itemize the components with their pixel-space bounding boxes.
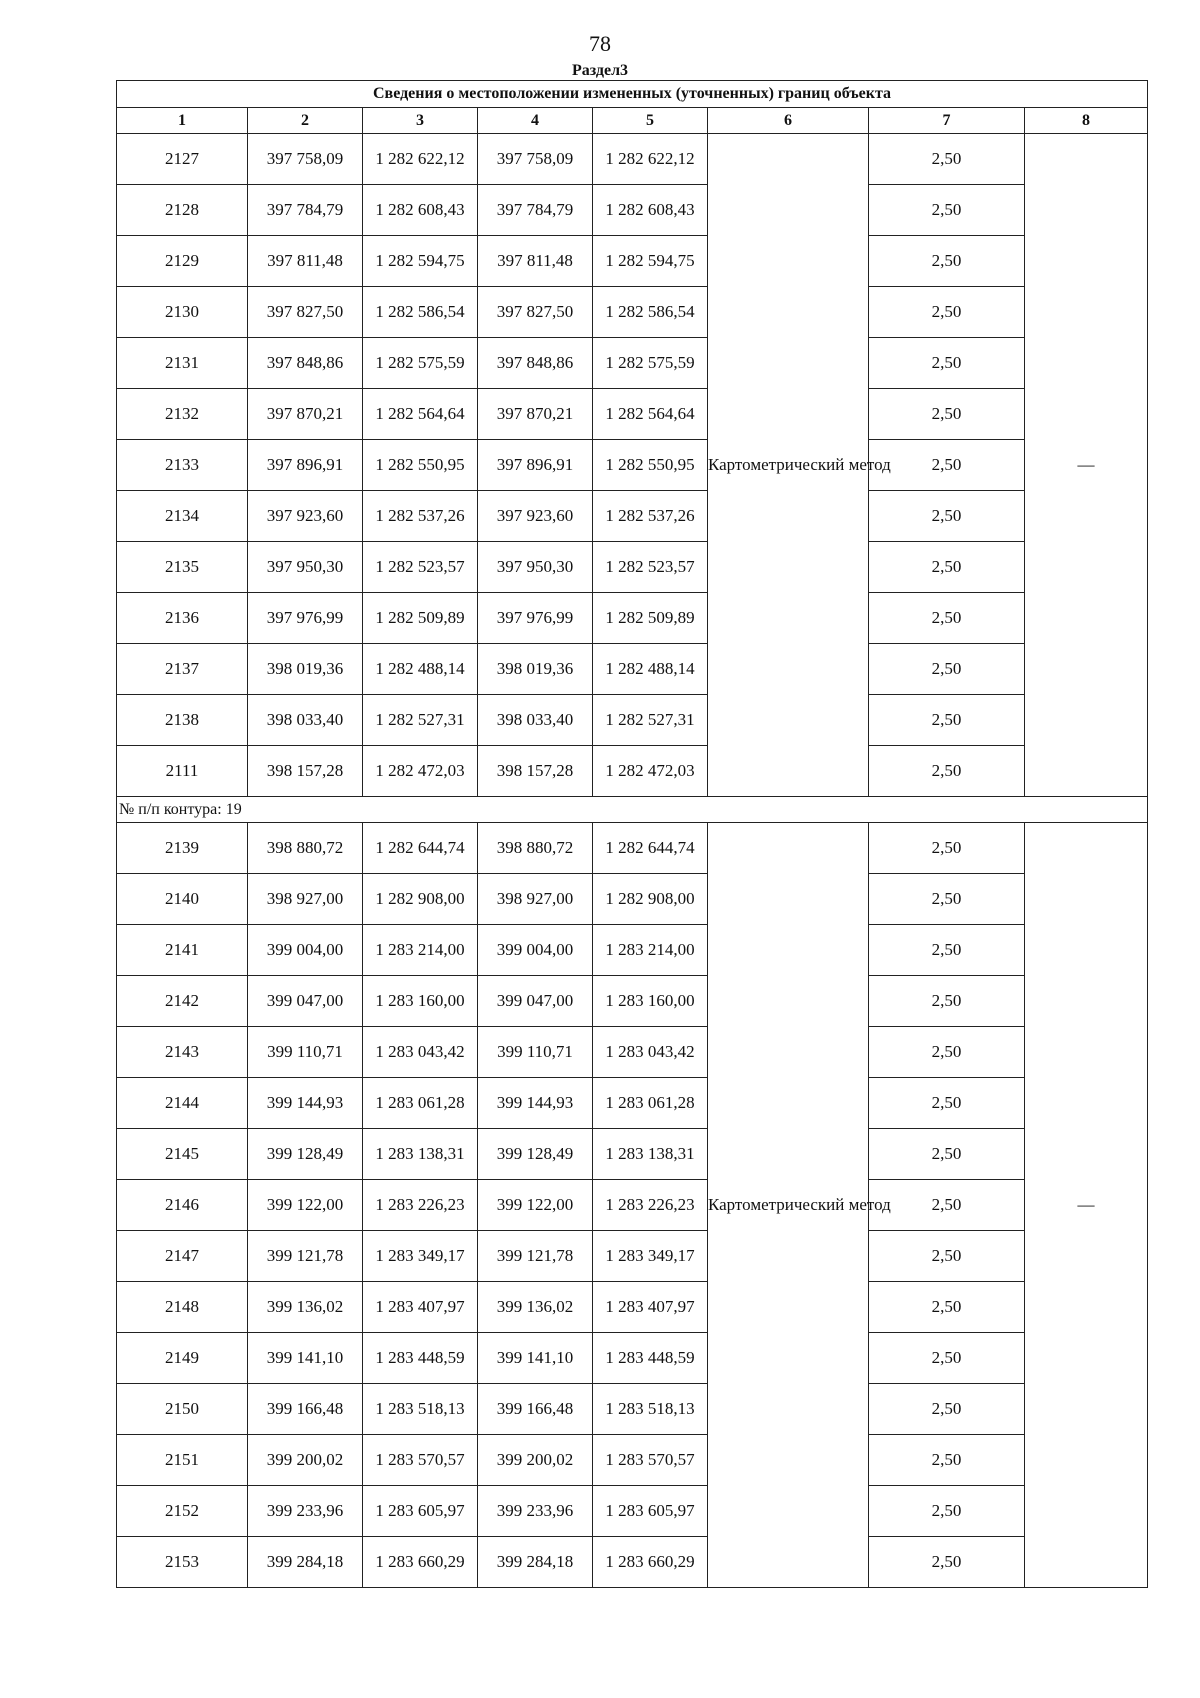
- y-new-cell: 1 283 043,42: [593, 1027, 708, 1078]
- accuracy-cell: 2,50: [869, 389, 1025, 440]
- table-row: [117, 1282, 1148, 1333]
- point-number-cell: 2139: [117, 823, 248, 874]
- column-number: 1: [117, 108, 248, 134]
- point-number-cell: 2111: [117, 746, 248, 797]
- y-old-cell: 1 283 448,59: [363, 1333, 478, 1384]
- y-old-cell: 1 282 608,43: [363, 185, 478, 236]
- accuracy-cell: 2,50: [869, 1027, 1025, 1078]
- note-cell: —: [1025, 134, 1148, 797]
- column-number: 7: [869, 108, 1025, 134]
- accuracy-cell: 2,50: [869, 1435, 1025, 1486]
- table-row: [117, 1384, 1148, 1435]
- y-new-cell: 1 283 160,00: [593, 976, 708, 1027]
- x-new-cell: 399 128,49: [478, 1129, 593, 1180]
- y-old-cell: 1 283 226,23: [363, 1180, 478, 1231]
- y-new-cell: 1 283 349,17: [593, 1231, 708, 1282]
- x-old-cell: 399 128,49: [248, 1129, 363, 1180]
- column-number: 2: [248, 108, 363, 134]
- x-new-cell: 398 880,72: [478, 823, 593, 874]
- x-old-cell: 399 004,00: [248, 925, 363, 976]
- x-new-cell: 397 976,99: [478, 593, 593, 644]
- x-new-cell: 398 019,36: [478, 644, 593, 695]
- accuracy-cell: 2,50: [869, 1129, 1025, 1180]
- column-number-row: [117, 108, 1148, 134]
- x-old-cell: 399 233,96: [248, 1486, 363, 1537]
- point-number-cell: 2129: [117, 236, 248, 287]
- x-new-cell: 397 870,21: [478, 389, 593, 440]
- y-old-cell: 1 283 061,28: [363, 1078, 478, 1129]
- y-new-cell: 1 282 622,12: [593, 134, 708, 185]
- column-number: 6: [708, 108, 869, 134]
- contour-row: [117, 797, 1148, 823]
- y-new-cell: 1 283 660,29: [593, 1537, 708, 1588]
- table-row: [117, 491, 1148, 542]
- accuracy-cell: 2,50: [869, 695, 1025, 746]
- point-number-cell: 2152: [117, 1486, 248, 1537]
- table-row: [117, 823, 1148, 874]
- table-row: [117, 1435, 1148, 1486]
- x-new-cell: 399 233,96: [478, 1486, 593, 1537]
- x-new-cell: 399 200,02: [478, 1435, 593, 1486]
- x-new-cell: 399 144,93: [478, 1078, 593, 1129]
- x-old-cell: 397 758,09: [248, 134, 363, 185]
- note-cell: —: [1025, 823, 1148, 1588]
- y-new-cell: 1 282 586,54: [593, 287, 708, 338]
- y-old-cell: 1 282 509,89: [363, 593, 478, 644]
- y-new-cell: 1 282 908,00: [593, 874, 708, 925]
- point-number-cell: 2136: [117, 593, 248, 644]
- x-old-cell: 398 019,36: [248, 644, 363, 695]
- boundary-coordinates-table: [116, 80, 1148, 1588]
- accuracy-cell: 2,50: [869, 1231, 1025, 1282]
- table-row: [117, 1231, 1148, 1282]
- x-new-cell: 399 121,78: [478, 1231, 593, 1282]
- table-row: [117, 134, 1148, 185]
- x-old-cell: 397 923,60: [248, 491, 363, 542]
- table-row: [117, 1486, 1148, 1537]
- x-old-cell: 397 896,91: [248, 440, 363, 491]
- accuracy-cell: 2,50: [869, 1180, 1025, 1231]
- accuracy-cell: 2,50: [869, 542, 1025, 593]
- y-new-cell: 1 282 575,59: [593, 338, 708, 389]
- table-row: [117, 1180, 1148, 1231]
- x-old-cell: 397 976,99: [248, 593, 363, 644]
- table-row: [117, 389, 1148, 440]
- point-number-cell: 2149: [117, 1333, 248, 1384]
- x-old-cell: 399 122,00: [248, 1180, 363, 1231]
- table-body: [117, 134, 1148, 1588]
- y-new-cell: 1 283 226,23: [593, 1180, 708, 1231]
- x-new-cell: 399 136,02: [478, 1282, 593, 1333]
- x-old-cell: 399 110,71: [248, 1027, 363, 1078]
- table-row: [117, 1078, 1148, 1129]
- point-number-cell: 2127: [117, 134, 248, 185]
- column-number: 8: [1025, 108, 1148, 134]
- accuracy-cell: 2,50: [869, 976, 1025, 1027]
- x-new-cell: 399 141,10: [478, 1333, 593, 1384]
- x-new-cell: 398 157,28: [478, 746, 593, 797]
- table-row: [117, 746, 1148, 797]
- table-row: [117, 874, 1148, 925]
- table-row: [117, 185, 1148, 236]
- point-number-cell: 2134: [117, 491, 248, 542]
- y-new-cell: 1 282 564,64: [593, 389, 708, 440]
- y-old-cell: 1 283 214,00: [363, 925, 478, 976]
- x-old-cell: 398 157,28: [248, 746, 363, 797]
- x-new-cell: 398 033,40: [478, 695, 593, 746]
- accuracy-cell: 2,50: [869, 644, 1025, 695]
- point-number-cell: 2141: [117, 925, 248, 976]
- point-number-cell: 2140: [117, 874, 248, 925]
- page-number: 78: [589, 31, 611, 56]
- x-old-cell: 397 827,50: [248, 287, 363, 338]
- y-old-cell: 1 282 527,31: [363, 695, 478, 746]
- accuracy-cell: 2,50: [869, 874, 1025, 925]
- point-number-cell: 2135: [117, 542, 248, 593]
- accuracy-cell: 2,50: [869, 134, 1025, 185]
- y-new-cell: 1 282 509,89: [593, 593, 708, 644]
- x-new-cell: 397 896,91: [478, 440, 593, 491]
- point-number-cell: 2151: [117, 1435, 248, 1486]
- table-row: [117, 593, 1148, 644]
- point-number-cell: 2144: [117, 1078, 248, 1129]
- y-old-cell: 1 283 660,29: [363, 1537, 478, 1588]
- table-row: [117, 236, 1148, 287]
- y-old-cell: 1 282 488,14: [363, 644, 478, 695]
- table-caption: Сведения о местоположении измененных (уточненных) границ объекта: [117, 81, 1148, 108]
- y-new-cell: 1 282 608,43: [593, 185, 708, 236]
- x-new-cell: 399 122,00: [478, 1180, 593, 1231]
- point-number-cell: 2150: [117, 1384, 248, 1435]
- point-number-cell: 2148: [117, 1282, 248, 1333]
- accuracy-cell: 2,50: [869, 1486, 1025, 1537]
- point-number-cell: 2153: [117, 1537, 248, 1588]
- point-number-cell: 2147: [117, 1231, 248, 1282]
- x-old-cell: 397 784,79: [248, 185, 363, 236]
- y-old-cell: 1 283 518,13: [363, 1384, 478, 1435]
- x-new-cell: 397 923,60: [478, 491, 593, 542]
- y-old-cell: 1 283 349,17: [363, 1231, 478, 1282]
- y-old-cell: 1 282 523,57: [363, 542, 478, 593]
- y-old-cell: 1 282 908,00: [363, 874, 478, 925]
- x-old-cell: 399 200,02: [248, 1435, 363, 1486]
- point-number-cell: 2131: [117, 338, 248, 389]
- y-new-cell: 1 283 518,13: [593, 1384, 708, 1435]
- method-cell: Картометрический метод: [708, 823, 869, 1588]
- point-number-cell: 2138: [117, 695, 248, 746]
- x-new-cell: 397 784,79: [478, 185, 593, 236]
- point-number-cell: 2132: [117, 389, 248, 440]
- table-row: [117, 1333, 1148, 1384]
- x-new-cell: 397 811,48: [478, 236, 593, 287]
- y-new-cell: 1 282 527,31: [593, 695, 708, 746]
- x-new-cell: 397 758,09: [478, 134, 593, 185]
- y-new-cell: 1 282 550,95: [593, 440, 708, 491]
- y-new-cell: 1 283 605,97: [593, 1486, 708, 1537]
- y-new-cell: 1 282 488,14: [593, 644, 708, 695]
- accuracy-cell: 2,50: [869, 823, 1025, 874]
- y-old-cell: 1 282 586,54: [363, 287, 478, 338]
- x-new-cell: 398 927,00: [478, 874, 593, 925]
- accuracy-cell: 2,50: [869, 1537, 1025, 1588]
- point-number-cell: 2128: [117, 185, 248, 236]
- x-new-cell: 399 166,48: [478, 1384, 593, 1435]
- accuracy-cell: 2,50: [869, 338, 1025, 389]
- y-old-cell: 1 282 564,64: [363, 389, 478, 440]
- accuracy-cell: 2,50: [869, 1384, 1025, 1435]
- contour-label: № п/п контура: 19: [117, 797, 1148, 823]
- table-row: [117, 695, 1148, 746]
- x-old-cell: 397 848,86: [248, 338, 363, 389]
- point-number-cell: 2146: [117, 1180, 248, 1231]
- x-new-cell: 397 827,50: [478, 287, 593, 338]
- point-number-cell: 2133: [117, 440, 248, 491]
- accuracy-cell: 2,50: [869, 440, 1025, 491]
- x-old-cell: 399 047,00: [248, 976, 363, 1027]
- method-cell: Картометрический метод: [708, 134, 869, 797]
- table-row: [117, 644, 1148, 695]
- x-old-cell: 399 144,93: [248, 1078, 363, 1129]
- accuracy-cell: 2,50: [869, 185, 1025, 236]
- x-new-cell: 397 848,86: [478, 338, 593, 389]
- table-row: [117, 338, 1148, 389]
- column-number: 4: [478, 108, 593, 134]
- y-old-cell: 1 282 537,26: [363, 491, 478, 542]
- table-row: [117, 440, 1148, 491]
- y-new-cell: 1 282 472,03: [593, 746, 708, 797]
- y-new-cell: 1 283 448,59: [593, 1333, 708, 1384]
- x-old-cell: 399 136,02: [248, 1282, 363, 1333]
- y-old-cell: 1 282 644,74: [363, 823, 478, 874]
- y-old-cell: 1 283 160,00: [363, 976, 478, 1027]
- y-old-cell: 1 282 594,75: [363, 236, 478, 287]
- y-old-cell: 1 282 472,03: [363, 746, 478, 797]
- x-old-cell: 397 811,48: [248, 236, 363, 287]
- accuracy-cell: 2,50: [869, 236, 1025, 287]
- accuracy-cell: 2,50: [869, 1333, 1025, 1384]
- x-new-cell: 397 950,30: [478, 542, 593, 593]
- y-old-cell: 1 283 043,42: [363, 1027, 478, 1078]
- accuracy-cell: 2,50: [869, 287, 1025, 338]
- x-old-cell: 398 880,72: [248, 823, 363, 874]
- x-old-cell: 398 033,40: [248, 695, 363, 746]
- y-old-cell: 1 282 622,12: [363, 134, 478, 185]
- x-old-cell: 397 950,30: [248, 542, 363, 593]
- x-old-cell: 397 870,21: [248, 389, 363, 440]
- y-old-cell: 1 283 605,97: [363, 1486, 478, 1537]
- y-new-cell: 1 282 594,75: [593, 236, 708, 287]
- accuracy-cell: 2,50: [869, 1282, 1025, 1333]
- y-new-cell: 1 283 214,00: [593, 925, 708, 976]
- point-number-cell: 2130: [117, 287, 248, 338]
- x-old-cell: 399 284,18: [248, 1537, 363, 1588]
- y-old-cell: 1 283 570,57: [363, 1435, 478, 1486]
- y-old-cell: 1 282 550,95: [363, 440, 478, 491]
- y-old-cell: 1 283 407,97: [363, 1282, 478, 1333]
- x-old-cell: 399 141,10: [248, 1333, 363, 1384]
- point-number-cell: 2143: [117, 1027, 248, 1078]
- table-row: [117, 542, 1148, 593]
- accuracy-cell: 2,50: [869, 746, 1025, 797]
- accuracy-cell: 2,50: [869, 925, 1025, 976]
- y-new-cell: 1 283 138,31: [593, 1129, 708, 1180]
- x-new-cell: 399 284,18: [478, 1537, 593, 1588]
- accuracy-cell: 2,50: [869, 1078, 1025, 1129]
- point-number-cell: 2137: [117, 644, 248, 695]
- table-row: [117, 1027, 1148, 1078]
- table-row: [117, 1129, 1148, 1180]
- x-new-cell: 399 047,00: [478, 976, 593, 1027]
- accuracy-cell: 2,50: [869, 593, 1025, 644]
- y-old-cell: 1 282 575,59: [363, 338, 478, 389]
- x-old-cell: 399 166,48: [248, 1384, 363, 1435]
- x-old-cell: 399 121,78: [248, 1231, 363, 1282]
- column-number: 3: [363, 108, 478, 134]
- table-row: [117, 1537, 1148, 1588]
- table-row: [117, 925, 1148, 976]
- y-new-cell: 1 283 570,57: [593, 1435, 708, 1486]
- y-new-cell: 1 282 537,26: [593, 491, 708, 542]
- y-new-cell: 1 282 523,57: [593, 542, 708, 593]
- y-old-cell: 1 283 138,31: [363, 1129, 478, 1180]
- column-number: 5: [593, 108, 708, 134]
- x-new-cell: 399 004,00: [478, 925, 593, 976]
- table-row: [117, 287, 1148, 338]
- y-new-cell: 1 282 644,74: [593, 823, 708, 874]
- point-number-cell: 2142: [117, 976, 248, 1027]
- y-new-cell: 1 283 061,28: [593, 1078, 708, 1129]
- x-old-cell: 398 927,00: [248, 874, 363, 925]
- y-new-cell: 1 283 407,97: [593, 1282, 708, 1333]
- point-number-cell: 2145: [117, 1129, 248, 1180]
- table-row: [117, 976, 1148, 1027]
- x-new-cell: 399 110,71: [478, 1027, 593, 1078]
- section-title: Раздел3: [571, 62, 629, 79]
- accuracy-cell: 2,50: [869, 491, 1025, 542]
